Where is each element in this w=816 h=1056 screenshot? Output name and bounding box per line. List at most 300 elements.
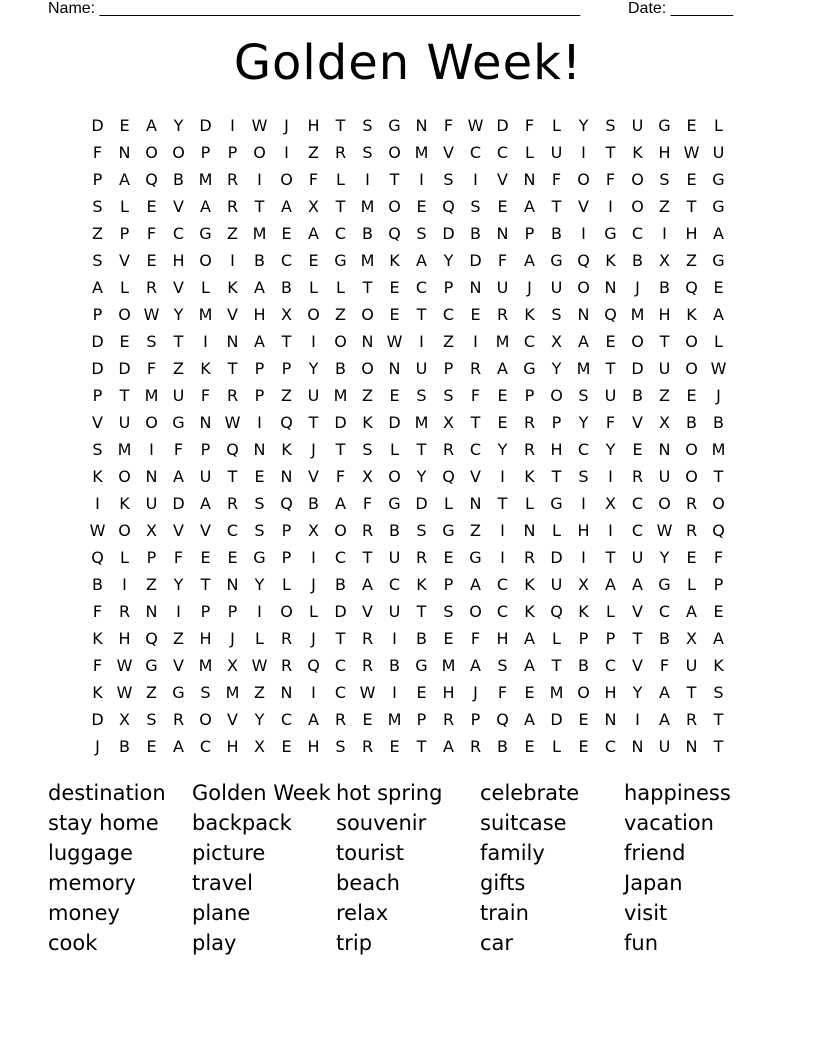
grid-letter: E [632,440,643,459]
grid-letter: Z [173,629,184,648]
grid-letter: E [200,548,211,567]
grid-letter: R [361,521,374,540]
grid-letter: G [712,197,725,216]
grid-letter: A [713,629,724,648]
grid-letter: X [119,710,130,729]
grid-letter: P [119,224,130,243]
grid-letter: C [388,575,401,594]
grid-row [84,409,732,436]
grid-letter: Y [308,359,319,378]
grid-letter: Y [173,116,184,135]
grid-letter: D [91,116,104,135]
grid-letter: S [497,656,508,675]
grid-letter: B [362,224,373,243]
grid-letter: E [713,602,724,621]
grid-letter: O [118,305,131,324]
grid-letter: F [470,386,481,405]
grid-letter: E [416,197,427,216]
grid-letter: R [523,548,536,567]
grid-letter: C [469,143,482,162]
grid-letter: E [686,170,697,189]
grid-letter: X [686,629,697,648]
grid-letter: H [226,737,239,756]
grid-letter: K [389,251,400,270]
grid-letter: C [226,521,239,540]
grid-letter: N [658,440,671,459]
grid-letter: O [685,332,698,351]
grid-letter: S [443,170,454,189]
grid-letter: Y [659,548,670,567]
grid-letter: C [334,683,347,702]
grid-letter: Z [173,359,184,378]
grid-letter: Q [280,494,293,513]
grid-letter: P [92,170,103,189]
grid-letter: M [711,440,726,459]
grid-letter: Z [308,143,319,162]
grid-letter: F [92,143,103,162]
grid-letter: V [173,197,184,216]
grid-letter: V [227,710,238,729]
grid-letter: P [146,548,157,567]
grid-letter: G [172,683,185,702]
grid-letter: I [608,521,613,540]
grid-letter: V [173,278,184,297]
grid-letter: T [227,359,238,378]
grid-letter: S [443,602,454,621]
grid-letter: U [658,737,671,756]
grid-letter: Q [442,197,455,216]
grid-letter: U [550,278,563,297]
grid-letter: T [551,197,562,216]
grid-letter: S [605,116,616,135]
grid-letter: L [606,602,615,621]
grid-letter: K [92,467,103,486]
grid-letter: E [308,251,319,270]
grid-letter: C [280,710,293,729]
grid-letter: F [146,224,157,243]
grid-letter: A [200,197,211,216]
grid-letter: V [632,602,643,621]
grid-letter: M [495,332,510,351]
grid-letter: E [281,737,292,756]
grid-letter: K [119,494,130,513]
grid-letter: Q [145,629,158,648]
grid-letter: N [145,602,158,621]
grid-letter: C [631,521,644,540]
word-list-item: relax [336,901,389,925]
grid-letter: O [145,413,158,432]
grid-letter: A [335,494,346,513]
grid-letter: I [311,548,316,567]
grid-letter: N [145,467,158,486]
grid-letter: A [173,467,184,486]
grid-letter: X [551,332,562,351]
grid-letter: O [280,602,293,621]
grid-letter: W [467,116,484,135]
grid-letter: I [95,494,100,513]
grid-letter: R [685,710,698,729]
grid-letter: I [473,170,478,189]
grid-letter: Z [470,521,481,540]
grid-letter: V [578,197,589,216]
grid-letter: B [686,413,697,432]
grid-letter: T [713,467,724,486]
grid-letter: N [469,278,482,297]
word-row [48,808,768,838]
grid-letter: R [361,629,374,648]
grid-row [84,544,732,571]
grid-letter: T [605,548,616,567]
grid-letter: H [442,683,455,702]
grid-letter: I [473,332,478,351]
grid-letter: O [118,521,131,540]
grid-letter: N [577,305,590,324]
grid-letter: O [253,143,266,162]
grid-letter: A [146,116,157,135]
grid-letter: V [362,602,373,621]
grid-letter: V [632,656,643,675]
grid-letter: G [172,413,185,432]
grid-letter: O [307,305,320,324]
grid-row [84,706,732,733]
grid-letter: E [227,548,238,567]
grid-letter: Z [443,332,454,351]
grid-letter: L [336,170,345,189]
grid-letter: O [469,602,482,621]
grid-letter: X [443,413,454,432]
grid-letter: R [361,656,374,675]
grid-letter: I [419,170,424,189]
grid-letter: J [716,386,721,405]
grid-letter: O [334,332,347,351]
grid-letter: I [392,629,397,648]
grid-row [84,166,732,193]
grid-letter: F [173,548,184,567]
grid-letter: I [581,224,586,243]
grid-letter: X [308,521,319,540]
grid-letter: T [470,413,481,432]
grid-letter: T [308,413,319,432]
grid-letter: Q [604,305,617,324]
grid-letter: E [389,386,400,405]
grid-letter: R [496,305,509,324]
grid-letter: O [199,251,212,270]
grid-letter: O [550,386,563,405]
grid-letter: O [334,521,347,540]
grid-letter: I [500,467,505,486]
grid-letter: I [311,683,316,702]
grid-letter: A [524,197,535,216]
grid-letter: L [255,629,264,648]
grid-letter: I [635,710,640,729]
grid-letter: T [281,332,292,351]
grid-letter: G [604,224,617,243]
grid-letter: T [659,332,670,351]
grid-letter: Y [254,710,265,729]
grid-letter: E [524,683,535,702]
grid-letter: J [311,575,316,594]
grid-letter: R [442,710,455,729]
word-row [48,778,768,808]
grid-letter: L [390,440,399,459]
grid-letter: S [551,305,562,324]
grid-letter: Y [416,467,427,486]
grid-letter: I [581,494,586,513]
grid-letter: Y [551,359,562,378]
grid-letter: L [282,575,291,594]
grid-letter: I [392,683,397,702]
grid-row [84,139,732,166]
grid-letter: D [442,224,455,243]
grid-letter: I [230,116,235,135]
grid-letter: Z [659,386,670,405]
grid-letter: R [226,494,239,513]
grid-letter: U [118,413,131,432]
grid-row [84,328,732,355]
grid-letter: T [200,575,211,594]
grid-letter: I [257,413,262,432]
grid-letter: M [441,656,456,675]
grid-letter: S [146,332,157,351]
word-list-item: plane [192,901,251,925]
grid-letter: W [116,683,133,702]
grid-letter: L [120,548,129,567]
grid-letter: C [631,494,644,513]
grid-letter: C [577,440,590,459]
grid-letter: P [92,386,103,405]
grid-letter: I [257,602,262,621]
grid-letter: C [199,737,212,756]
name-line: Name: ______________________________________________________ [48,0,581,17]
grid-letter: P [470,710,481,729]
grid-letter: K [92,683,103,702]
grid-letter: E [119,116,130,135]
grid-letter: N [226,575,239,594]
grid-letter: V [92,413,103,432]
grid-letter: T [362,548,373,567]
grid-letter: H [172,251,185,270]
word-list-item: celebrate [480,781,580,805]
grid-letter: P [416,710,427,729]
grid-letter: O [712,494,725,513]
grid-letter: P [200,143,211,162]
grid-letter: B [335,575,346,594]
grid-letter: G [658,575,671,594]
grid-row [84,625,732,652]
grid-letter: K [524,467,535,486]
grid-row [84,598,732,625]
grid-letter: B [335,359,346,378]
grid-letter: X [659,251,670,270]
grid-letter: R [334,710,347,729]
grid-letter: A [92,278,103,297]
grid-letter: F [605,170,616,189]
grid-letter: N [496,224,509,243]
grid-letter: B [632,386,643,405]
grid-letter: E [497,197,508,216]
grid-letter: N [118,143,131,162]
grid-letter: U [550,143,563,162]
grid-letter: M [225,683,240,702]
grid-letter: L [201,278,210,297]
grid-letter: S [578,386,589,405]
grid-letter: T [605,359,616,378]
grid-letter: X [578,575,589,594]
grid-letter: G [550,251,563,270]
grid-letter: X [308,197,319,216]
grid-letter: O [118,467,131,486]
grid-letter: B [389,656,400,675]
grid-letter: U [685,656,698,675]
grid-letter: U [550,575,563,594]
grid-letter: K [605,251,616,270]
grid-letter: N [469,494,482,513]
grid-letter: L [336,278,345,297]
grid-letter: O [685,467,698,486]
grid-letter: Y [578,116,589,135]
grid-letter: S [416,386,427,405]
grid-letter: B [389,521,400,540]
grid-letter: U [658,359,671,378]
grid-letter: Z [362,386,373,405]
grid-letter: N [280,683,293,702]
grid-letter: W [116,656,133,675]
word-row [48,838,768,868]
grid-letter: A [470,656,481,675]
grid-letter: S [578,467,589,486]
grid-letter: Y [173,575,184,594]
grid-letter: T [362,278,373,297]
grid-letter: K [92,629,103,648]
grid-letter: P [227,602,238,621]
grid-letter: H [253,305,266,324]
grid-letter: S [362,116,373,135]
grid-letter: M [549,683,564,702]
word-list-item: hot spring [336,781,443,805]
grid-letter: L [552,629,561,648]
word-list-item: Japan [624,871,683,895]
word-list-item: vacation [624,811,714,835]
grid-letter: I [311,332,316,351]
grid-letter: O [388,467,401,486]
grid-letter: E [146,251,157,270]
grid-letter: K [524,305,535,324]
grid-letter: I [365,170,370,189]
word-list-item: beach [336,871,400,895]
grid-letter: X [146,521,157,540]
grid-letter: S [713,683,724,702]
grid-letter: F [92,602,103,621]
grid-letter: M [414,143,429,162]
grid-letter: Q [550,602,563,621]
grid-letter: E [578,737,589,756]
grid-letter: R [685,521,698,540]
grid-letter: R [334,143,347,162]
grid-letter: E [686,386,697,405]
grid-letter: D [550,710,563,729]
grid-letter: S [92,440,103,459]
grid-letter: J [311,629,316,648]
grid-letter: W [359,683,376,702]
grid-letter: O [172,143,185,162]
grid-letter: F [146,359,157,378]
grid-letter: R [226,170,239,189]
word-list-item: car [480,931,514,955]
grid-letter: X [281,305,292,324]
grid-letter: E [524,737,535,756]
grid-letter: C [469,440,482,459]
grid-letter: T [254,197,265,216]
grid-letter: I [203,332,208,351]
grid-letter: R [523,440,536,459]
grid-letter: A [173,737,184,756]
grid-letter: O [658,494,671,513]
grid-letter: W [251,656,268,675]
grid-letter: F [659,656,670,675]
grid-letter: T [173,332,184,351]
grid-letter: C [334,548,347,567]
grid-letter: K [578,602,589,621]
grid-letter: F [443,116,454,135]
grid-letter: B [416,629,427,648]
grid-letter: T [416,305,427,324]
grid-letter: U [604,386,617,405]
grid-letter: L [444,494,453,513]
grid-letter: G [550,494,563,513]
grid-letter: C [334,656,347,675]
grid-letter: Q [712,521,725,540]
word-list-item: happiness [624,781,731,805]
grid-letter: S [659,170,670,189]
grid-letter: F [92,656,103,675]
grid-letter: D [388,413,401,432]
grid-letter: S [92,251,103,270]
grid-letter: O [577,683,590,702]
grid-letter: Z [146,683,157,702]
grid-letter: E [443,629,454,648]
grid-row [84,679,732,706]
grid-letter: C [631,224,644,243]
grid-letter: W [143,305,160,324]
word-list-item: visit [624,901,668,925]
grid-letter: A [713,224,724,243]
grid-letter: A [713,305,724,324]
grid-row [84,220,732,247]
grid-letter: R [631,467,644,486]
grid-letter: U [631,116,644,135]
word-list-item: play [192,931,237,955]
grid-letter: D [415,494,428,513]
grid-letter: L [552,737,561,756]
grid-letter: N [280,467,293,486]
grid-letter: W [710,359,727,378]
grid-letter: I [581,143,586,162]
grid-letter: K [686,305,697,324]
grid-row [84,193,732,220]
grid-letter: K [362,413,373,432]
grid-letter: A [497,359,508,378]
grid-letter: J [473,683,478,702]
grid-row [84,274,732,301]
grid-letter: G [442,521,455,540]
grid-letter: O [361,359,374,378]
name-date-header [48,0,748,20]
grid-letter: I [257,170,262,189]
grid-letter: N [361,332,374,351]
grid-letter: W [386,332,403,351]
grid-letter: N [631,737,644,756]
grid-letter: P [443,278,454,297]
